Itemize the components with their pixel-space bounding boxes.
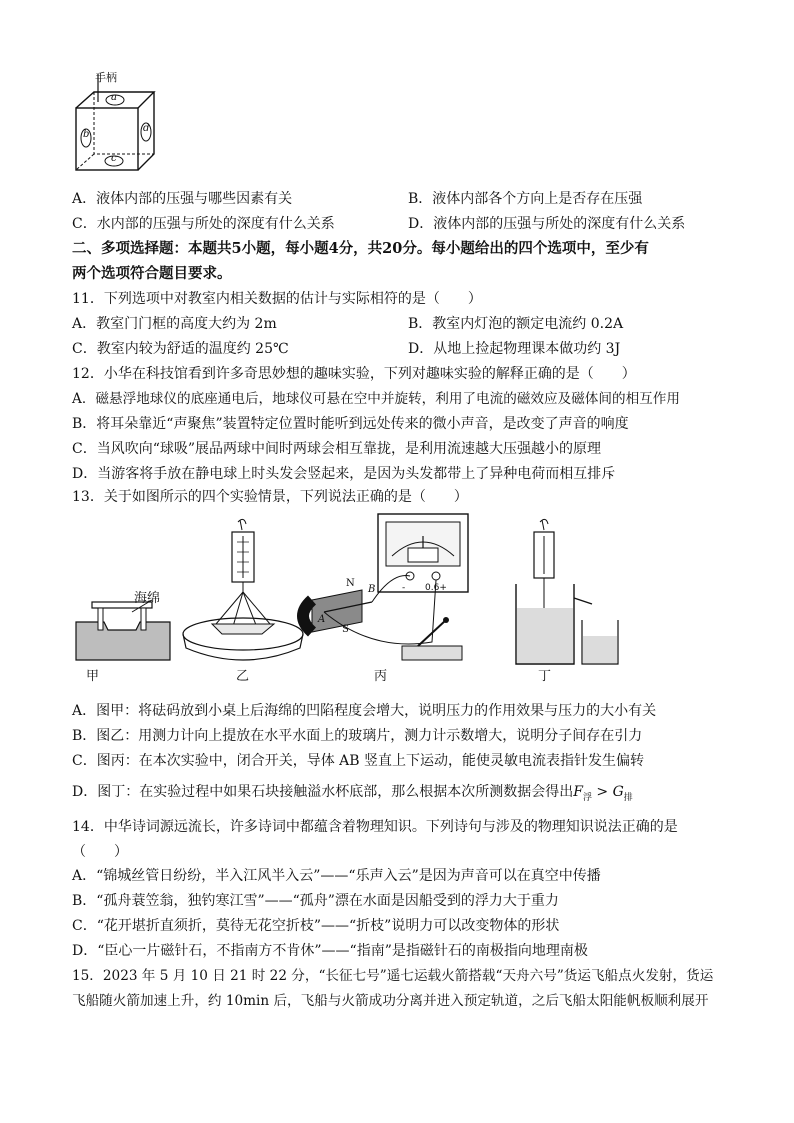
q11-option-c: C．教室内较为舒适的温度约 25℃ [72,341,289,357]
q15-line1: 15．2023 年 5 月 10 日 21 时 22 分，“长征七号”遥七运载火箭搭载“天舟六号”货运飞船点火发射，货运 [72,968,714,984]
q10-option-a: A．液体内部的压强与哪些因素有关 [72,191,293,207]
q12-stem: 12．小华在科技馆看到许多奇思妙想的趣味实验，下列对趣味实验的解释正确的是（ ） [72,366,636,382]
fig-yi-spring-scale [183,519,303,660]
q13-figure [72,512,632,687]
q12-option-c: C．当风吹向“球吸”展品两球中间时两球会相互靠拢，是利用流速越大压强越小的原理 [72,441,602,457]
formula-f-sub: 浮 [582,792,592,803]
face-label-d: d [143,123,150,134]
q10-option-b: B．液体内部各个方向上是否存在压强 [408,191,643,207]
formula-g: G [612,784,624,800]
face-label-c: c [111,153,117,164]
q13-option-d [72,782,633,808]
q14-option-d: D．“臣心一片磁针石，不指南方不肯休”——“指南”是指磁针石的南极指向地理南极 [72,943,588,959]
formula-f: F [573,784,583,800]
fig-magnet-s-label: S [342,624,349,635]
fig-conductor-a-label: A [318,614,326,625]
svg-text:-: - [402,583,406,593]
face-label-a: a [111,92,117,103]
q12-option-a: A．磁悬浮地球仪的底座通电后，地球仪可悬在空中并旋转，利用了电流的磁效应及磁体间的相互作用 [72,391,680,407]
q10-option-c: C．水内部的压强与所处的深度有什么关系 [72,216,335,232]
q13-stem: 13．关于如图所示的四个实验情景，下列说法正确的是（ ） [72,489,468,505]
q13-option-d-text: D．图丁：在实验过程中如果石块接触溢水杯底部，那么根据本次所测数据会得出 [72,784,574,800]
q13-option-b: B．图乙：用测力计向上提放在水平水面上的玻璃片，测力计示数增大，说明分子间存在引力 [72,728,643,744]
fig-ding-label: 丁 [538,669,552,684]
q14-option-b: B．“孤舟蓑笠翁，独钓寒江雪”——“孤舟”漂在水面是因船受到的浮力大于重力 [72,893,559,909]
q10-option-d: D．液体内部的压强与所处的深度有什么关系 [408,216,686,232]
q11-option-d: D．从地上捡起物理课本做功约 3J [408,341,621,357]
q11-option-b: B．教室内灯泡的额定电流约 0.2A [408,316,624,332]
fig-jia-label: 甲 [86,669,100,684]
handle-label: 手柄 [95,71,117,84]
q14-stem-paren: （ ） [72,844,128,860]
formula-g-sub: 排 [623,792,633,803]
q11-option-a: A．教室门门框的高度大约为 2m [72,316,277,332]
q12-option-d: D．当游客将手放在静电球上时头发会竖起来，是因为头发都带上了异种电荷而相互排斥 [72,466,616,482]
fig-jia-sponge-table [76,600,170,660]
fig-magnet-n-label: N [346,578,355,589]
q12-option-b: B．将耳朵靠近“声聚焦”装置特定位置时能听到远处传来的微小声音，是改变了声音的响度 [72,416,629,432]
formula-gt: > [591,784,613,800]
section2-heading-line2: 两个选项符合题目要求。 [72,265,232,282]
face-label-b: b [83,129,90,140]
section2-heading-line1: 二、多项选择题：本题共5小题，每小题4分，共20分。每小题给出的四个选项中，至少有 [72,240,649,257]
q13-option-a: A．图甲：将砝码放到小桌上后海绵的凹陷程度会增大，说明压力的作用效果与压力的大小有关 [72,703,657,719]
q13-option-c: C．图丙：在本次实验中，闭合开关，导体 AB 竖直上下运动，能使灵敏电流表指针发生偏转 [72,753,645,769]
q15-line2: 飞船随火箭加速上升，约 10min 后，飞船与火箭成功分离并进入预定轨道，之后飞船太阳能帆板顺利展开 [72,993,709,1009]
fig-conductor-b-label: B [368,584,376,595]
fig-bing-label: 丙 [374,669,388,684]
fig-sponge-label: 海绵 [134,591,161,606]
fig-ding-overflow-cup [516,519,618,664]
q11-stem: 11．下列选项中对教室内相关数据的估计与实际相符的是（ ） [72,291,482,307]
fig-bing-electromagnetic [303,514,468,660]
q14-option-c: C．“花开堪折直须折，莫待无花空折枝”——“折枝”说明力可以改变物体的形状 [72,918,560,934]
q14-option-a: A．“锦城丝管日纷纷，半入江风半入云”——“乐声入云”是因为声音可以在真空中传播 [72,868,601,884]
fig-yi-label: 乙 [236,669,250,684]
q14-stem: 14．中华诗词源远流长，许多诗词中都蕴含着物理知识。下列诗句与涉及的物理知识说法正确的是 [72,819,678,835]
svg-text:0.6+: 0.6+ [425,583,447,593]
pressure-cube-figure [72,72,162,182]
